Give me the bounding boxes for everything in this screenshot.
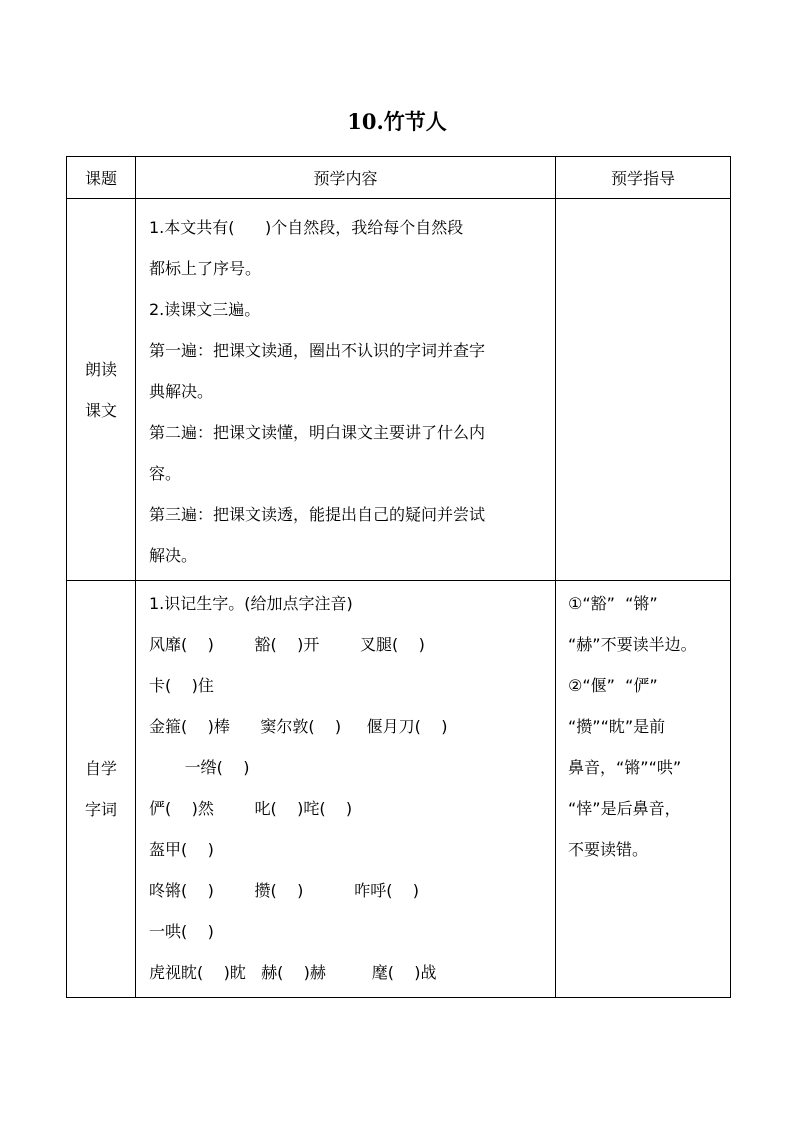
preview-table bbox=[66, 156, 731, 998]
guidance-line: “攒”“眈”是前 bbox=[568, 717, 666, 736]
content-line: 卡( )住 bbox=[149, 676, 214, 695]
content-line: 咚锵( ) 攒( ) 咋呼( ) bbox=[149, 881, 420, 900]
content-line: 典解决。 bbox=[149, 382, 214, 401]
content-line: 1.本文共有( )个自然段，我给每个自然段 bbox=[149, 218, 464, 237]
guidance-line: 不要读错。 bbox=[568, 840, 649, 859]
table-row bbox=[67, 199, 731, 581]
content-line: 第一遍：把课文读通，圈出不认识的字词并查字 bbox=[149, 341, 486, 360]
content-line: 一哄( ) bbox=[149, 922, 214, 941]
content-line: 一绺( ) bbox=[149, 758, 250, 777]
category-line: 课文 bbox=[84, 400, 117, 420]
category-read-aloud bbox=[67, 199, 136, 581]
table-row bbox=[67, 581, 731, 998]
guidance-line: ②“偃” “俨” bbox=[568, 676, 658, 695]
content-line: 都标上了序号。 bbox=[149, 259, 262, 278]
content-line: 盔甲( ) bbox=[149, 840, 214, 859]
guidance-line: “悻”是后鼻音， bbox=[568, 799, 681, 818]
category-line: 自学 bbox=[84, 759, 117, 778]
header-content: 预学内容 bbox=[136, 157, 556, 199]
guidance-line: 鼻音，“锵”“哄” bbox=[568, 758, 682, 777]
content-line: 容。 bbox=[149, 464, 182, 483]
category-line: 字词 bbox=[84, 800, 117, 819]
content-line: 1.识记生字。(给加点字注音) bbox=[149, 594, 353, 613]
guidance-line: “赫”不要读半边。 bbox=[568, 635, 697, 654]
content-line: 2.读课文三遍。 bbox=[149, 300, 261, 319]
guidance-cell bbox=[556, 199, 731, 581]
guidance-cell bbox=[556, 581, 731, 998]
content-line: 虎视眈( )眈 赫( )赫 麾( )战 bbox=[149, 963, 437, 982]
content-line: 风靡( ) 豁( )开 叉腿( ) bbox=[149, 635, 425, 654]
content-line: 第二遍：把课文读懂，明白课文主要讲了什么内 bbox=[149, 423, 486, 442]
table-header-row bbox=[67, 157, 731, 199]
content-line: 第三遍：把课文读透，能提出自己的疑问并尝试 bbox=[149, 505, 486, 524]
page-title: 10.竹节人 bbox=[347, 109, 447, 134]
content-cell bbox=[136, 581, 556, 998]
header-topic: 课题 bbox=[67, 157, 136, 199]
content-line: 金箍( )棒 窦尔敦( ) 偃月刀( ) bbox=[149, 717, 448, 736]
header-guidance: 预学指导 bbox=[556, 157, 731, 199]
category-self-study bbox=[67, 581, 136, 998]
content-line: 俨( )然 叱( )咤( ) bbox=[149, 799, 353, 818]
content-line: 解决。 bbox=[149, 546, 198, 565]
category-line: 朗读 bbox=[84, 359, 117, 379]
content-cell bbox=[136, 199, 556, 581]
guidance-line: ①“豁” “锵” bbox=[568, 594, 658, 613]
